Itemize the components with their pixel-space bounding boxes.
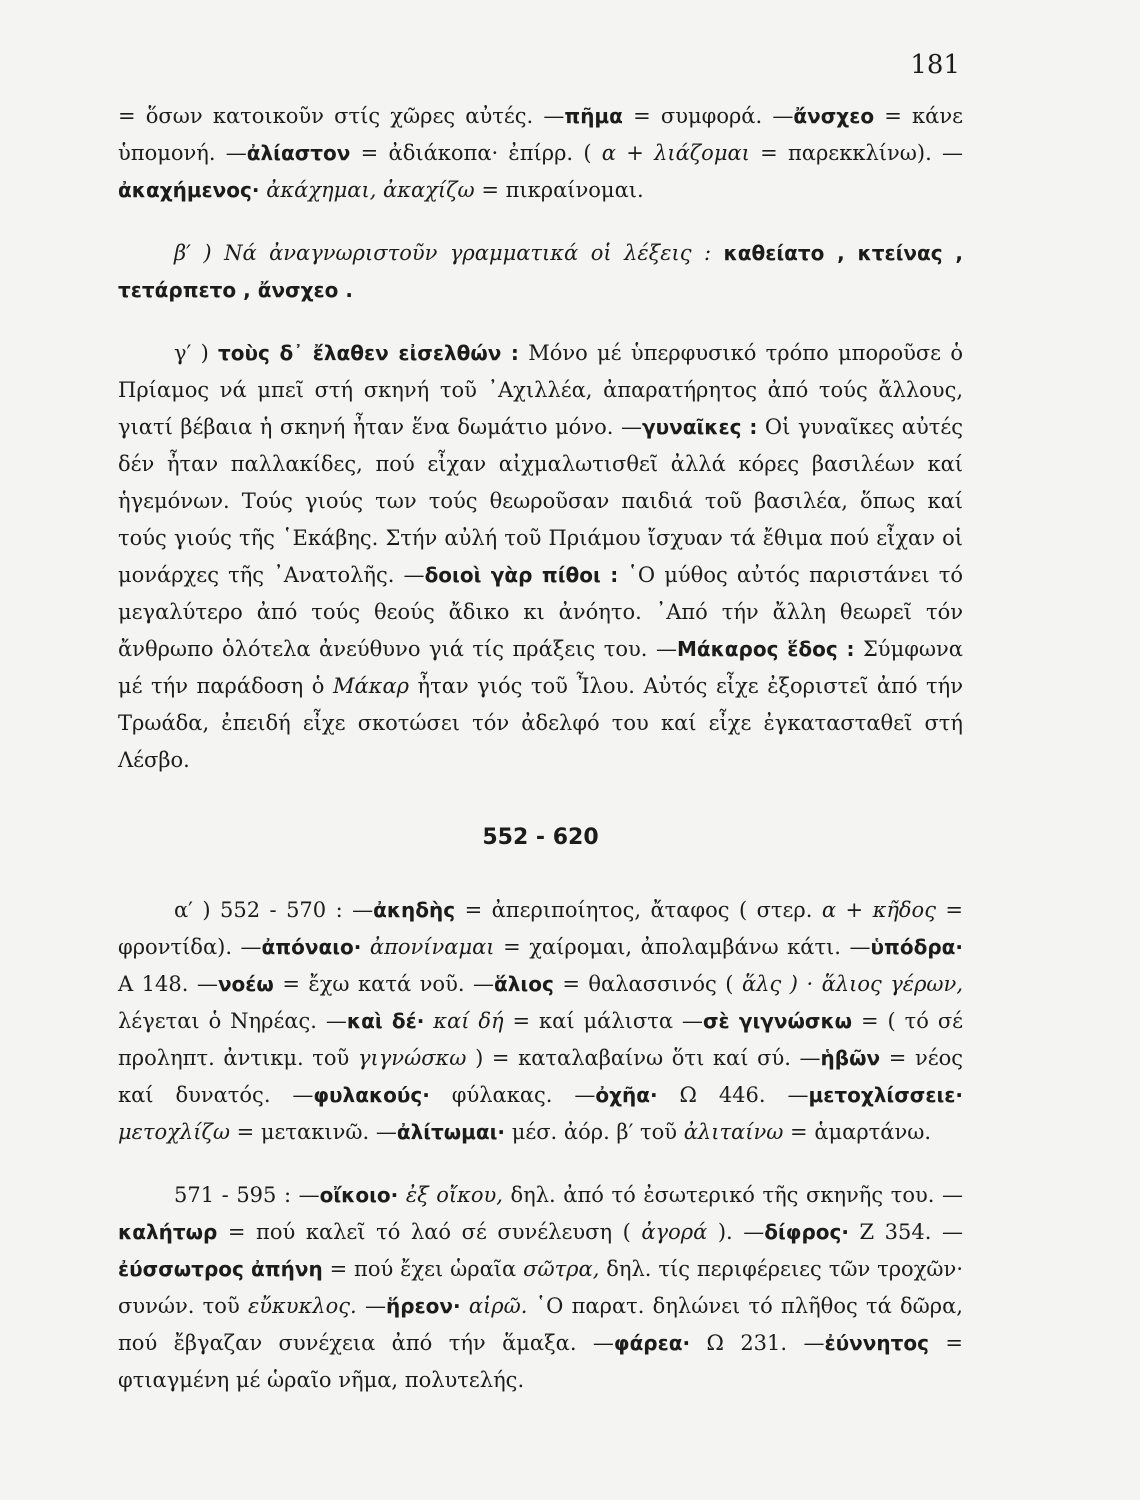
text-run: = φτιαγμένη μέ ὡραῖο νῆμα, πολυτελής. (118, 1331, 963, 1392)
paragraph-571-595 (118, 1177, 963, 1399)
italic-term: εὔκυκλος. (247, 1294, 357, 1318)
text-run: = ( τό σέ προληπτ. ἀντικμ. τοῦ (118, 1009, 964, 1070)
italic-term: λιάζομαι (654, 141, 750, 165)
text-run: = κάνε ὑπομονή. — (118, 104, 964, 165)
text-run: — (356, 1294, 386, 1318)
italic-term: ἀλιταίνω (683, 1120, 784, 1144)
text-run: = χαίρομαι, ἀπολαμβάνω κάτι. — (494, 935, 871, 959)
headword: φυλακούς· (313, 1083, 430, 1107)
headword: τοὺς δ᾽ ἔλαθεν εἰσελθών : (218, 341, 519, 365)
italic-term: ἀπονίναμαι (369, 935, 495, 959)
text-run: λέγεται ὁ Νηρέας. — (118, 1009, 347, 1033)
headword: δίφρος· (764, 1220, 849, 1244)
headword: ἅλιος (494, 972, 554, 996)
headword: ἥρεον· (385, 1294, 461, 1318)
text-run: = θαλασσινός ( (553, 972, 742, 996)
text-run: + (836, 898, 873, 922)
headword: ὑπόδρα· (870, 935, 963, 959)
italic-term: Μάκαρ (332, 674, 409, 698)
headword: ὀχῆα· (595, 1083, 658, 1107)
text-run: = φροντίδα). — (118, 898, 964, 959)
italic-term: ἐξ οἴκου, (405, 1183, 503, 1207)
text-run: ἦταν γιός τοῦ Ἶλου. Αὐτός εἶχε ἐξοριστεῖ ἀπό τήν Τρωάδα, ἐπειδή εἶχε σκοτώσει τόν ἀδελφό του καί εἶχε ἐγκατασταθεῖ στή Λέσβο. (118, 674, 963, 772)
text-run: = ἔχω κατά νοῦ. — (273, 972, 495, 996)
paragraph-glossary-a (118, 98, 963, 209)
headword: ἀλίαστον (246, 141, 351, 165)
text-run: μέσ. ἀόρ. β′ τοῦ (505, 1120, 684, 1144)
text-run: ῾Ο παρατ. δηλώνει τό πλῆθος τά δῶρα, πού ἔβγαζαν συνέχεια ἀπό τήν ἅμαξα. — (118, 1294, 963, 1355)
page-body (118, 98, 963, 1399)
text-run (461, 1294, 469, 1318)
text-run: Ω 231. — (690, 1331, 825, 1355)
text-run: δηλ. τίς περιφέρειες τῶν τροχῶν· συνών. τοῦ (118, 1257, 963, 1318)
italic-term: ἅλς ) · ἅλιος γέρων, (742, 972, 963, 996)
text-run (398, 1183, 406, 1207)
headword: ἄνσχεο (793, 104, 875, 128)
text-run: = ἀδιάκοπα· ἐπίρρ. ( (350, 141, 602, 165)
italic-term: ἀγορά (641, 1220, 708, 1244)
section-heading: 552 - 620 (482, 825, 599, 850)
text-run: = νέος καί δυνατός. — (118, 1046, 964, 1107)
text-run (361, 935, 370, 959)
italic-term: α (821, 898, 837, 922)
text-run: Ζ 354. — (848, 1220, 963, 1244)
text-run: α′ ) 552 - 570 : — (174, 898, 374, 922)
italic-term: κῆδος (872, 898, 936, 922)
italic-term: καί δή (433, 1009, 504, 1033)
headword: νοέω (217, 972, 274, 996)
text-run (424, 1009, 433, 1033)
text-run: ). — (707, 1220, 765, 1244)
headword: μετοχλίσσειε· (808, 1083, 963, 1107)
text-run: δηλ. ἀπό τό ἐσωτερικό τῆς σκηνῆς του. — (502, 1183, 963, 1207)
text-run: = πού καλεῖ τό λαό σέ συνέλευση ( (217, 1220, 642, 1244)
headword: ἀπόναιο· (261, 935, 362, 959)
text-run: = παρεκκλίνω). — (749, 141, 963, 165)
headword: ἀλίτωμαι· (396, 1120, 506, 1144)
text-run: Σύμφωνα μέ τήν παράδοση ὁ (118, 637, 963, 698)
italic-term: σῶτρα, (523, 1257, 600, 1281)
italic-term: γιγνώσκω (357, 1046, 467, 1070)
text-run: = ὅσων κατοικοῦν στίς χῶρες αὐτές. — (118, 104, 565, 128)
headword: πῆμα (564, 104, 623, 128)
italic-term: μετοχλίζω (118, 1120, 230, 1144)
headword: φάρεα· (613, 1331, 691, 1355)
text-run: Οἱ γυναῖκες αὐτές δέν ἦταν παλλακίδες, πού εἶχαν αἰχμαλωτισθεῖ ἀλλά κόρες βασιλέων καί ἡγεμόνων. Τούς γιούς των τούς θεωροῦσαν παιδιά τοῦ βασιλέα, ὅπως καί τούς γιούς τῆς ῾Εκάβης. Στήν αὐλή τοῦ Πριάμου ἴσχυαν τά ἔθιμα πού εἶχαν οἱ μονάρχες τῆς ᾿Ανατολῆς. — (118, 415, 964, 587)
headword: καλήτωρ (118, 1220, 218, 1244)
italic-term: β′ ) Νά ἀναγνωριστοῦν γραμματικά οἱ λέξεις : (174, 241, 724, 265)
page-number: 181 (910, 50, 960, 80)
headword: ἡβῶν (820, 1046, 881, 1070)
text-run: 571 - 595 : — (174, 1183, 320, 1207)
text-run: φύλακας. — (429, 1083, 596, 1107)
italic-term: ἀκάχημαι, ἀκαχίζω (266, 178, 475, 202)
headword: γυναῖκες : (642, 415, 758, 439)
text-run: = πικραίνομαι. (474, 178, 644, 202)
text-run: = ἀπεριποίητος, ἄταφος ( στερ. (455, 898, 822, 922)
text-run: ) = καταλαβαίνω ὅτι καί σύ. — (466, 1046, 821, 1070)
headword: καθείατο , κτείνας , τετάρπετο , ἄνσχεο . (118, 241, 963, 302)
headword: δοιοὶ γὰρ πίθοι : (424, 563, 619, 587)
text-run: + (615, 141, 655, 165)
text-run: = μετακινῶ. — (229, 1120, 397, 1144)
text-run: Μόνο μέ ὑπερφυσικό τρόπο μποροῦσε ὁ Πρίαμος νά μπεῖ στή σκηνή τοῦ ᾿Αχιλλέα, ἀπαρατήρητος ἀπό τούς ἄλλους, γιατί βέβαια ἡ σκηνή ἦταν ἕνα δωμάτιο μόνο. — (118, 341, 963, 439)
text-run: = καί μάλιστα — (503, 1009, 703, 1033)
text-run: Α 148. — (118, 972, 218, 996)
headword: ἐύννητος (824, 1331, 929, 1355)
headword: ἐύσσωτρος ἀπήνη (118, 1257, 323, 1281)
headword: ἀκηδὴς (373, 898, 456, 922)
headword: ἀκαχήμενος· (118, 178, 260, 202)
text-run: = ἁμαρτάνω. (783, 1120, 932, 1144)
text-run: γ′ ) (174, 341, 219, 365)
headword: Μάκαρος ἕδος : (676, 637, 855, 661)
text-run: ῾Ο μύθος αὐτός παριστάνει τό μεγαλύτερο ἀπό τούς θεούς ἄδικο κι ἀνόητο. ᾿Από τήν ἄλλη θεωρεῖ τόν ἄνθρωπο ὁλότελα ἀνεύθυνο γιά τίς πράξεις του. — (118, 563, 963, 661)
paragraph-exercise-b (118, 235, 963, 309)
text-run: = συμφορά. — (622, 104, 794, 128)
headword: σὲ γιγνώσκω (702, 1009, 853, 1033)
text-run: Ω 446. — (657, 1083, 809, 1107)
headword: καὶ δέ· (346, 1009, 425, 1033)
headword: οἴκοιο· (319, 1183, 399, 1207)
paragraph-552-570 (118, 892, 963, 1151)
text-run: = πού ἔχει ὡραῖα (322, 1257, 524, 1281)
paragraph-exercise-c (118, 335, 963, 779)
italic-term: α (601, 141, 616, 165)
italic-term: αἱρῶ. (468, 1294, 528, 1318)
